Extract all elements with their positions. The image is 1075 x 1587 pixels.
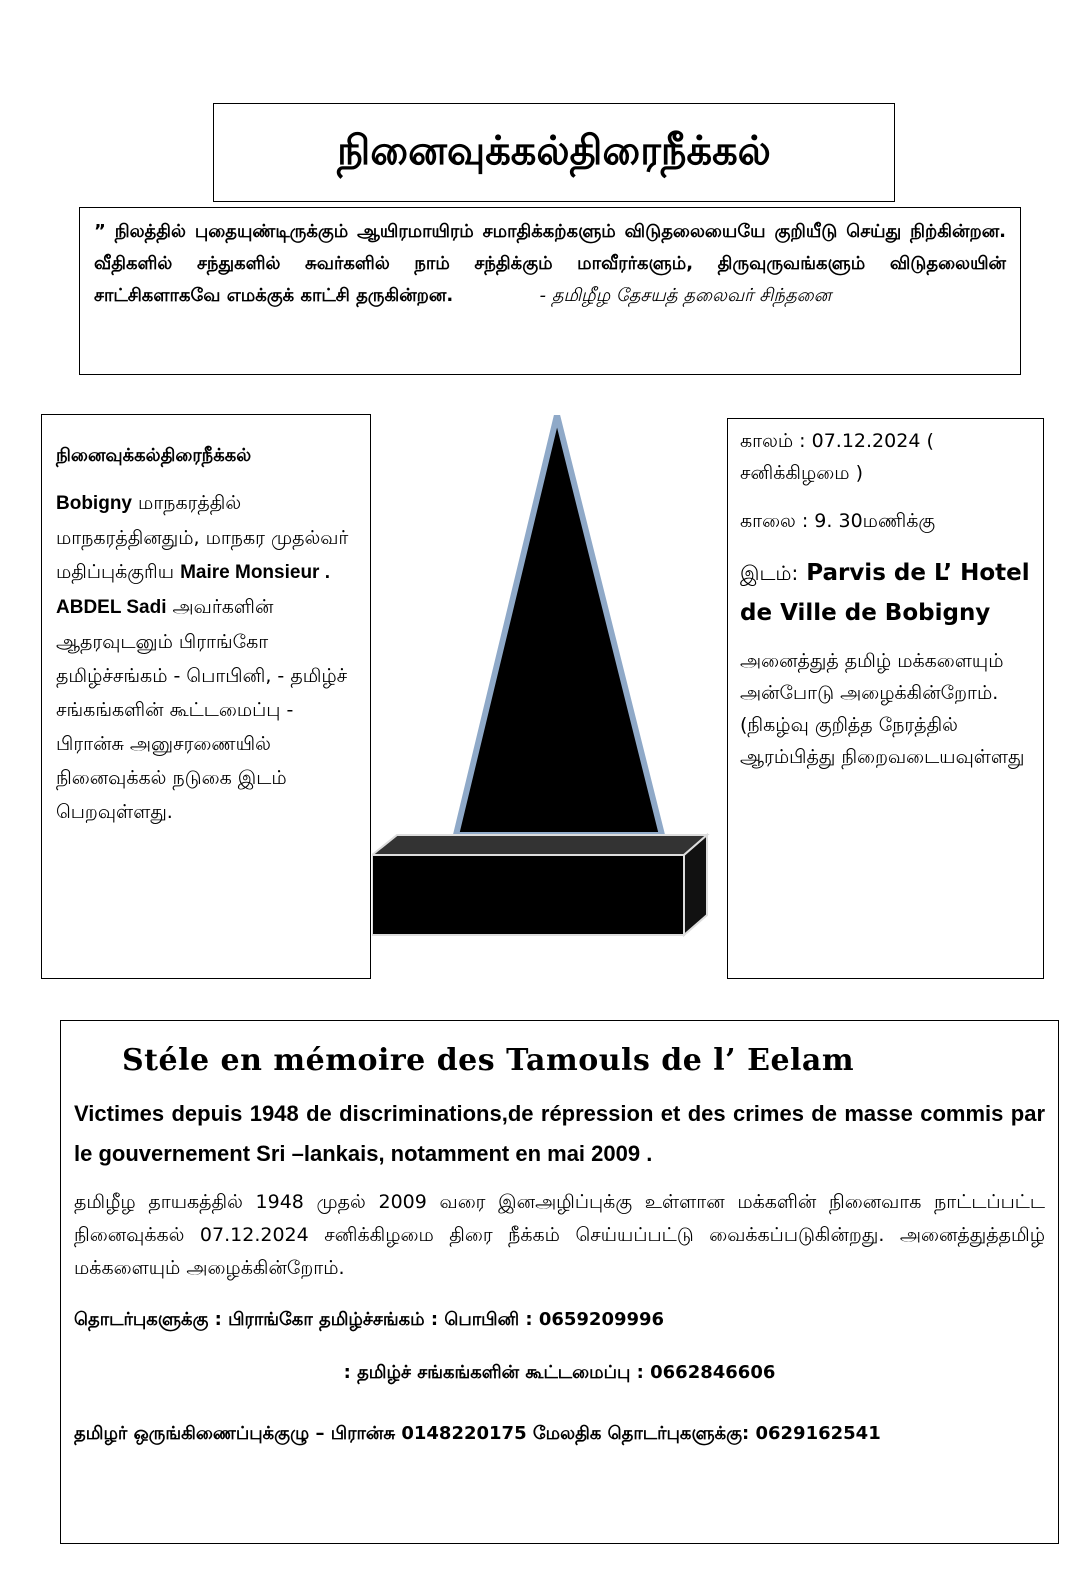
mayor-name: Maire Monsieur . ABDEL Sadi (56, 562, 330, 618)
venue-label: இடம்: (740, 561, 799, 585)
quote-text: ” நிலத்தில் புதையுண்டிருக்கும் ஆயிரமாயிரம் சமாதிக்கற்களும் விடுதலையையே குறியீடு செய்து நிற்கின்றன. வீதிகளில் சந்துகளில் சுவர்களில் நாம் சந்திக்கும் மாவீரர்களும், திருவுருவங்களும் விடுதலையின் சாட்சிகளாகவே எமக்குக் காட்சி தருகின்றன. (94, 221, 1006, 306)
left-panel-text-2: அவர்களின் ஆதரவுடனும் பிராங்கோ தமிழ்ச்சங்கம் - பொபினி, - தமிழ்ச் சங்கங்களின் கூட்டமைப்பு - பிரான்சு அனுசரணையில் நினைவுக்கல் நடுகை இடம் பெறவுள்ளது. (56, 596, 348, 823)
left-panel-body (56, 486, 356, 829)
tamil-description: தமிழீழ தாயகத்தில் 1948 முதல் 2009 வரை இனஅழிப்புக்கு உள்ளான மக்களின் நினைவாக நாட்டப்பட்ட நினைவுக்கல் 07.12.2024 சனிக்கிழமை திரை நீக்கம் செய்யப்பட்டு வைக்கப்படுகின்றது. அனைத்துத்தமிழ் மக்களையும் அழைக்கின்றோம். (74, 1191, 1045, 1279)
event-venue (740, 553, 1031, 633)
quote-paragraph (94, 216, 1006, 312)
bottom-info-box (60, 1020, 1059, 1544)
left-panel-heading: நினைவுக்கல்திரைநீக்கல் (56, 445, 252, 466)
contact-line-3: தமிழர் ஒருங்கிணைப்புக்குழு – பிரான்சு 0148220175 மேலதிக தொடர்புகளுக்கு: 0629162541 (74, 1423, 881, 1444)
monument-base-top (372, 835, 707, 855)
event-details-panel (727, 418, 1044, 979)
quote-attribution: - தமிழீழ தேசயத் தலைவர் சிந்தனை (539, 285, 832, 306)
french-title: Stéle en mémoire des Tamouls de l’ Eelam (122, 1043, 855, 1078)
title-box (213, 103, 895, 202)
left-info-panel (41, 414, 371, 979)
invitation-text: அனைத்துத் தமிழ் மக்களையும் அன்போடு அழைக்கின்றோம். (நிகழ்வு குறித்த நேரத்தில் ஆரம்பித்து நிறைவடையவுள்ளது (740, 650, 1025, 768)
event-time: காலை : 9. 30மணிக்கு (740, 510, 936, 532)
monument-pyramid (456, 415, 662, 835)
city-name: Bobigny (56, 493, 132, 514)
memorial-stone-illustration (372, 415, 727, 960)
french-description: Victimes depuis 1948 de discriminations,de répression et des crimes de masse commis par le gouvernement Sri –lankais, notamment en mai 2009 . (74, 1101, 1045, 1166)
quote-box (79, 207, 1021, 375)
event-date: காலம் : 07.12.2024 ( சனிக்கிழமை ) (740, 430, 934, 484)
contact-line-2: : தமிழ்ச் சங்கங்களின் கூட்டமைப்பு : 0662846606 (343, 1362, 776, 1383)
page-title: நினைவுக்கல்திரைநீக்கல் (337, 126, 771, 174)
monument-base-front (372, 855, 684, 935)
left-panel-text-1: மாநகரத்தில் மாநகரத்தினதும், மாநகர முதல்வர் மதிப்புக்குரிய (56, 492, 349, 583)
contact-line-1: தொடர்புகளுக்கு : பிராங்கோ தமிழ்ச்சங்கம் : பொபினி : 0659209996 (74, 1309, 665, 1330)
venue-name: Parvis de L’ Hotel de Ville de Bobigny (740, 560, 1030, 626)
